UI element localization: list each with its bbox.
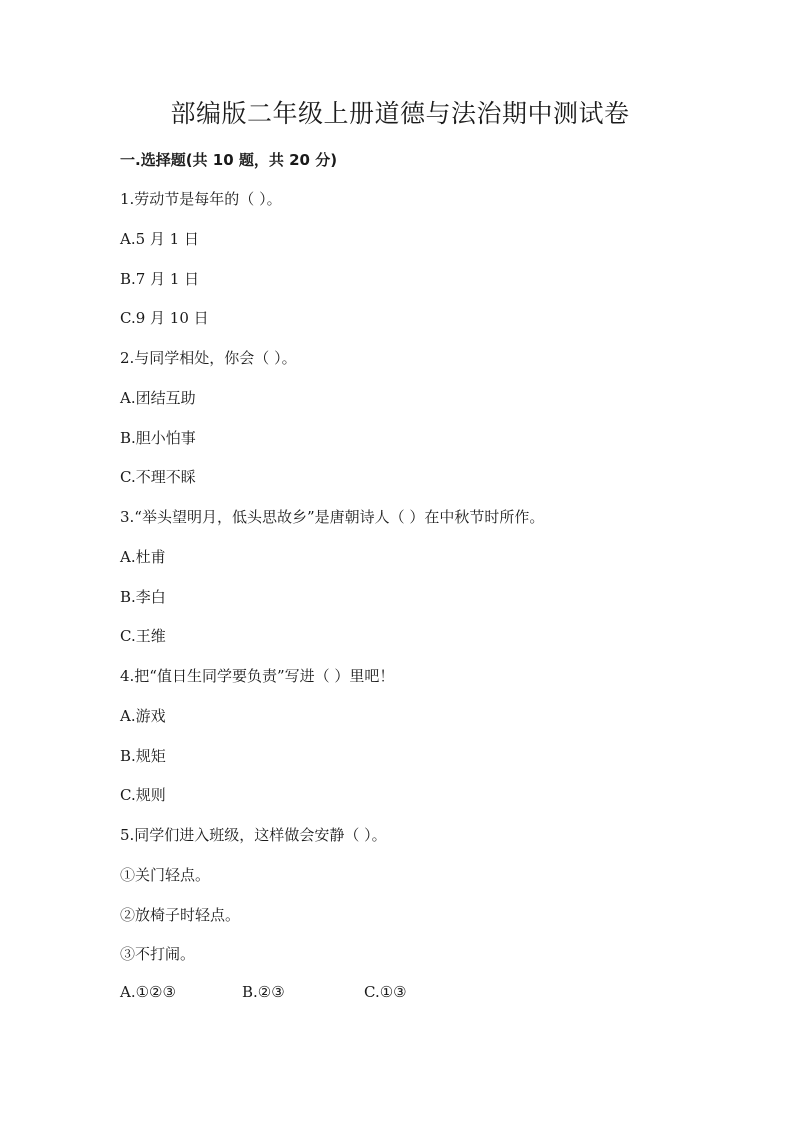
question-4-option-b: B.规矩 xyxy=(120,747,166,765)
question-1-option-b: B.7 月 1 日 xyxy=(120,270,200,288)
page-title: 部编版二年级上册道德与法治期中测试卷 xyxy=(170,99,630,128)
question-5-option-a: A.①②③ xyxy=(120,983,176,1001)
question-5-options xyxy=(120,983,486,1001)
question-4-option-c: C.规则 xyxy=(120,786,166,804)
question-5-stem: 5.同学们进入班级，这样做会安静（ ）。 xyxy=(120,826,387,844)
question-3-option-b: B.李白 xyxy=(120,588,166,606)
question-1-stem: 1.劳动节是每年的（ ）。 xyxy=(120,190,282,208)
question-2-option-a: A.团结互助 xyxy=(120,389,196,407)
question-5-statement-2: ②放椅子时轻点。 xyxy=(120,906,241,924)
question-2-option-c: C.不理不睬 xyxy=(120,468,196,486)
question-3-option-c: C.王维 xyxy=(120,627,166,645)
question-5-option-b: B.②③ xyxy=(242,983,285,1001)
question-4-stem: 4.把“值日生同学要负责”写进（ ）里吧！ xyxy=(120,667,395,685)
question-5-option-c: C.①③ xyxy=(364,983,407,1001)
question-4-option-a: A.游戏 xyxy=(120,707,166,725)
question-2-stem: 2.与同学相处，你会（ ）。 xyxy=(120,349,297,367)
question-3-stem: 3.“举头望明月，低头思故乡”是唐朝诗人（ ）在中秋节时所作。 xyxy=(120,508,545,526)
question-2-option-b: B.胆小怕事 xyxy=(120,429,196,447)
question-3-option-a: A.杜甫 xyxy=(120,548,166,566)
question-5-statement-3: ③不打闹。 xyxy=(120,945,196,963)
section-heading: 一.选择题(共 10 题，共 20 分) xyxy=(120,151,338,169)
question-1-option-c: C.9 月 10 日 xyxy=(120,309,209,327)
question-1-option-a: A.5 月 1 日 xyxy=(120,230,199,248)
question-5-statement-1: ①关门轻点。 xyxy=(120,866,211,884)
